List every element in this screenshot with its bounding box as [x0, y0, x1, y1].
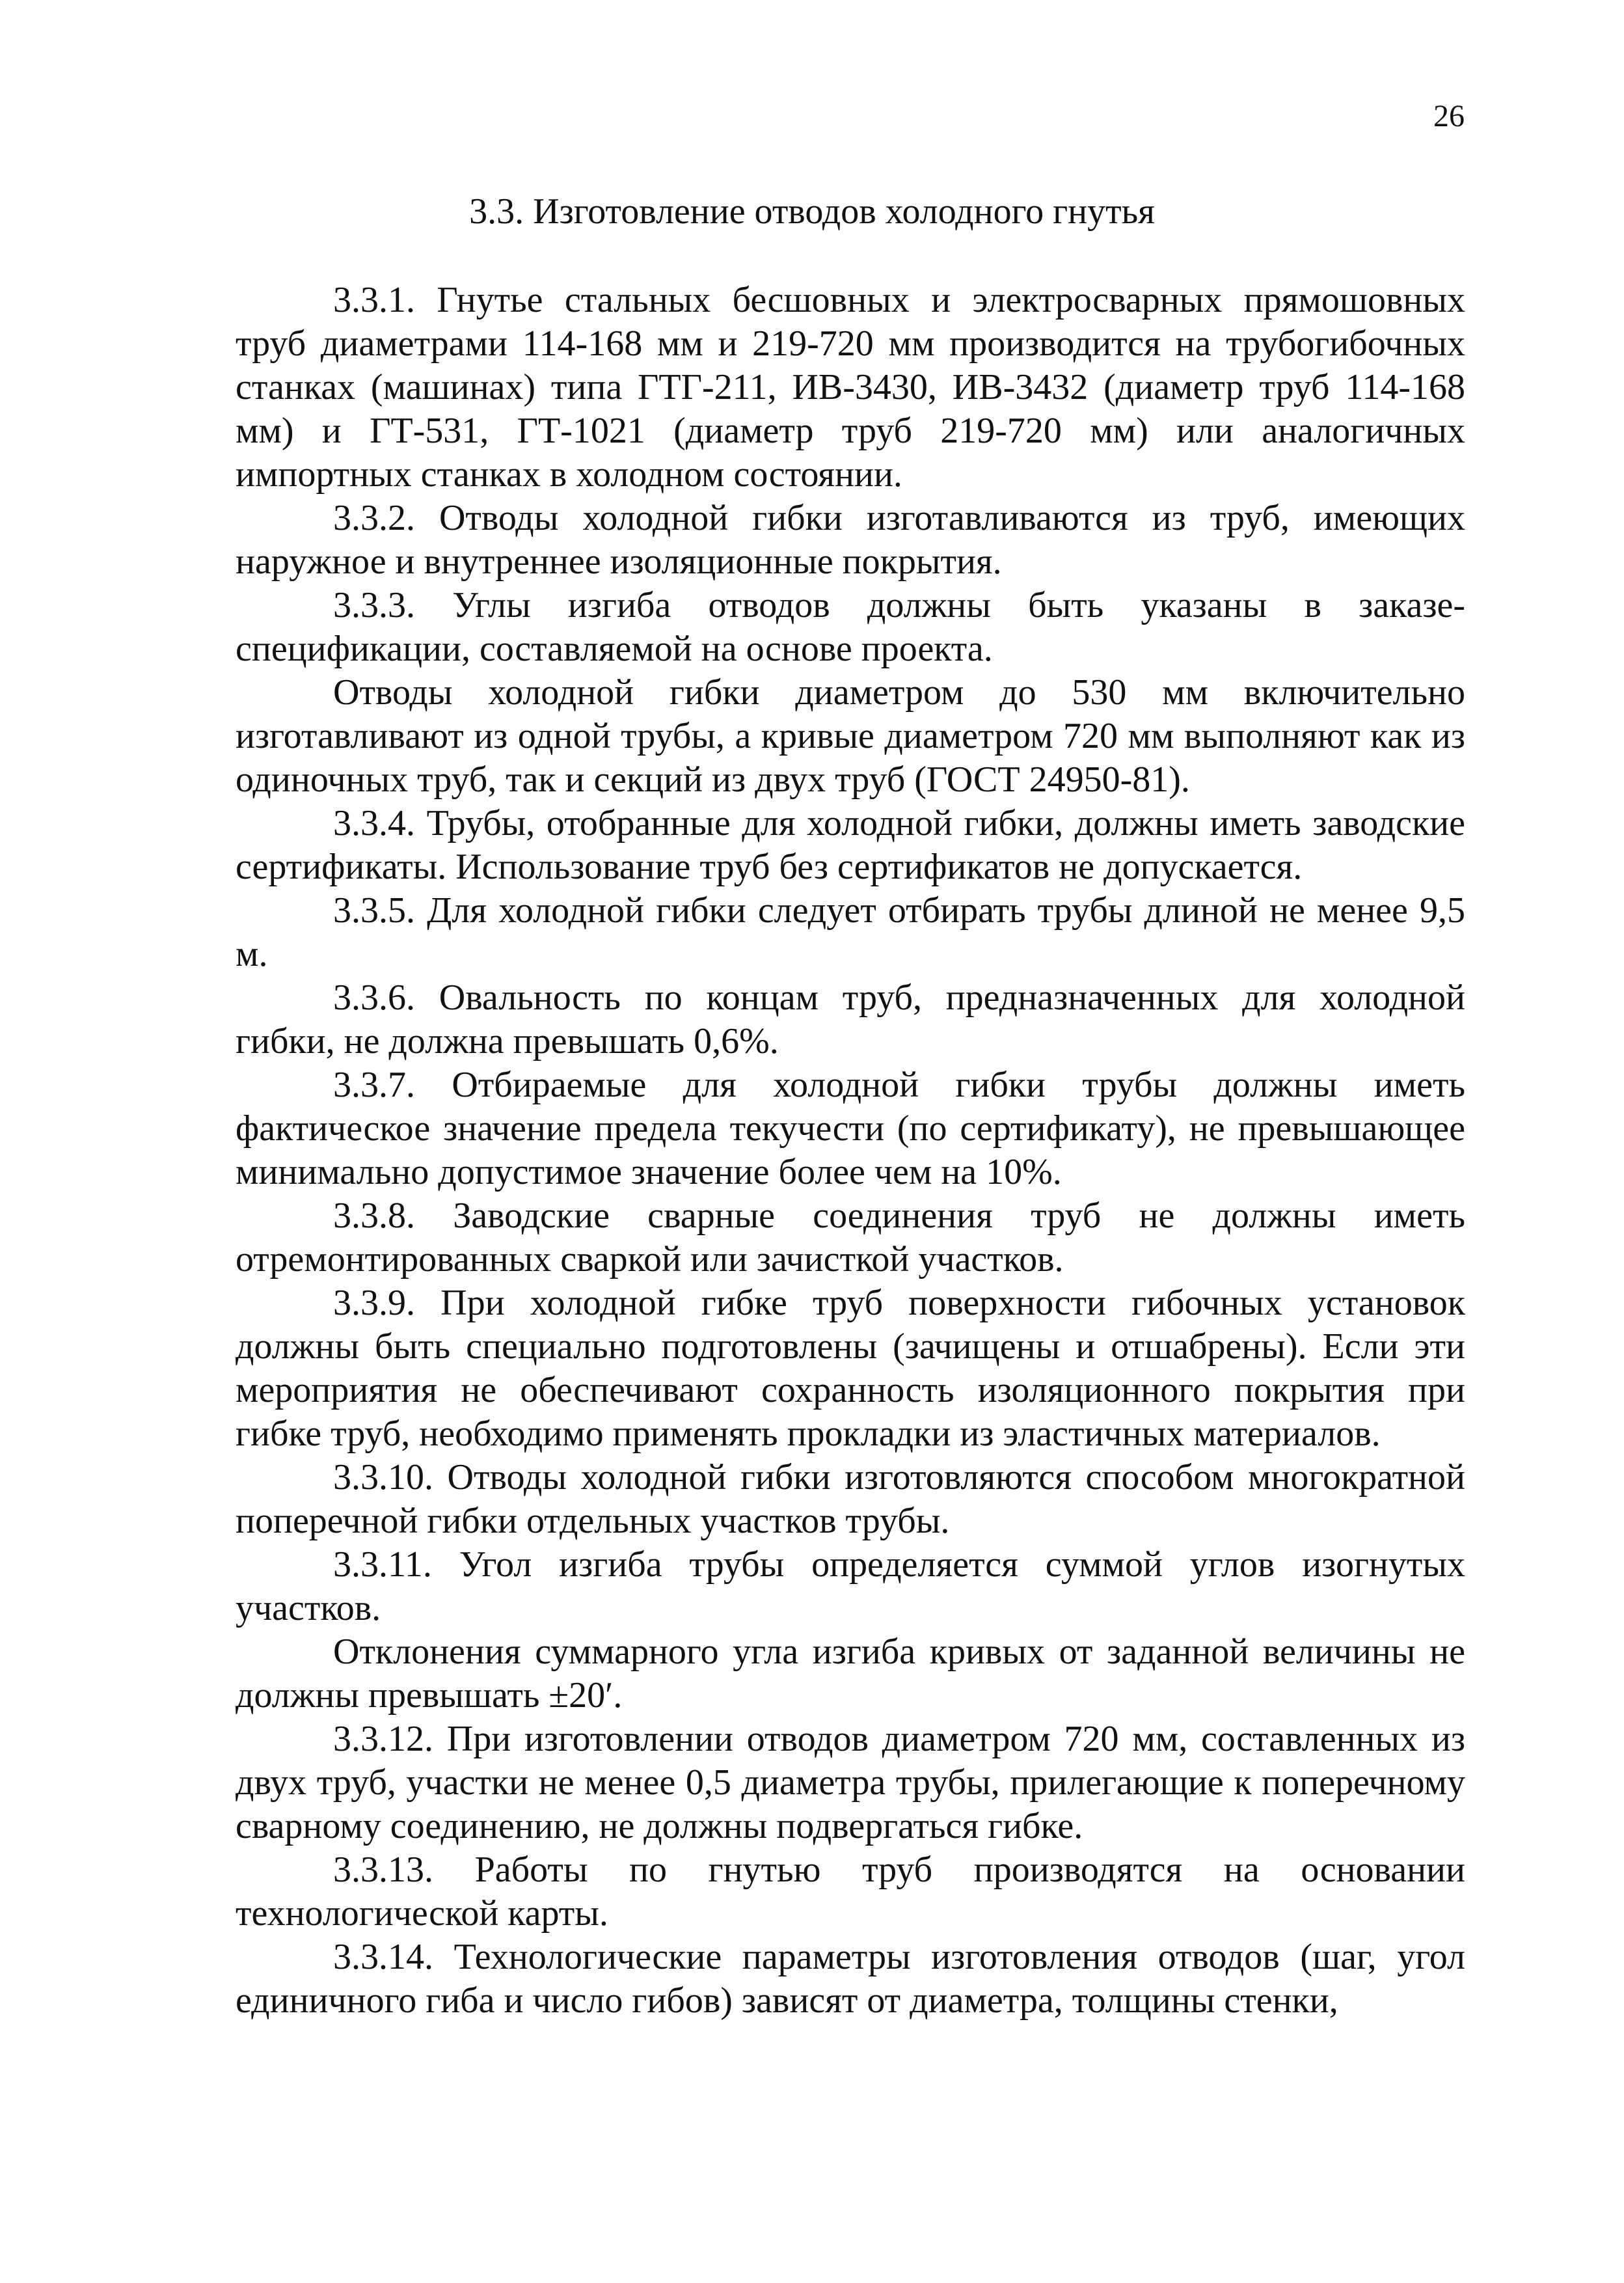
paragraph-3-3-10: 3.3.10. Отводы холодной гибки изготовляются способом многократной поперечной гибки отдельных участков трубы. — [236, 1457, 1465, 1541]
paragraph-3-3-11: 3.3.11. Угол изгиба трубы определяется суммой углов изогнутых участков. — [236, 1544, 1465, 1628]
paragraph-3-3-5: 3.3.5. Для холодной гибки следует отбирать трубы длиной не менее 9,5 м. — [236, 890, 1465, 974]
paragraph-3-3-1: 3.3.1. Гнутье стальных бесшовных и электросварных прямошовных труб диаметрами 114-168 мм и 219-720 мм производится на трубогибочных станках (машинах) типа ГТГ-211, ИВ-3430, ИВ-3432 (диаметр труб 114-168 мм) и ГТ-531, ГТ-1021 (диаметр труб 219-720 мм) или аналогичных импортных станках в холодном состоянии. — [236, 280, 1465, 495]
paragraph-3-3-12: 3.3.12. При изготовлении отводов диаметром 720 мм, составленных из двух труб, участки не менее 0,5 диаметра трубы, прилегающие к поперечному сварному соединению, не должны подвергаться гибке. — [236, 1719, 1465, 1846]
document-body — [236, 279, 1465, 2023]
paragraph-3-3-3: 3.3.3. Углы изгиба отводов должны быть указаны в заказе-спецификации, составляемой на основе проекта. — [236, 585, 1465, 669]
paragraph-3-3-6: 3.3.6. Овальность по концам труб, предназначенных для холодной гибки, не должна превышать 0,6%. — [236, 977, 1465, 1061]
section-title: 3.3. Изготовление отводов холодного гнутья — [469, 191, 1155, 232]
paragraph-3-3-13: 3.3.13. Работы по гнутью труб производятся на основании технологической карты. — [236, 1850, 1465, 1934]
page-number: 26 — [1433, 99, 1465, 133]
paragraph-3-3-3-note: Отводы холодной гибки диаметром до 530 мм включительно изготавливают из одной трубы, а кривые диаметром 720 мм выполняют как из одиночных труб, так и секций из двух труб (ГОСТ 24950-81). — [236, 672, 1465, 800]
paragraph-3-3-7: 3.3.7. Отбираемые для холодной гибки трубы должны иметь фактическое значение предела текучести (по сертификату), не превышающее минимально допустимое значение более чем на 10%. — [236, 1065, 1465, 1192]
paragraph-3-3-4: 3.3.4. Трубы, отобранные для холодной гибки, должны иметь заводские сертификаты. Использование труб без сертификатов не допускается. — [236, 803, 1465, 887]
paragraph-3-3-14: 3.3.14. Технологические параметры изготовления отводов (шаг, угол единичного гиба и число гибов) зависят от диаметра, толщины стенки, — [236, 1937, 1465, 2021]
paragraph-3-3-8: 3.3.8. Заводские сварные соединения труб не должны иметь отремонтированных сваркой или зачисткой участков. — [236, 1196, 1465, 1279]
paragraph-3-3-11-note: Отклонения суммарного угла изгиба кривых от заданной величины не должны превышать ±20′. — [236, 1632, 1465, 1716]
paragraph-3-3-9: 3.3.9. При холодной гибке труб поверхности гибочных установок должны быть специально подготовлены (зачищены и отшабрены). Если эти мероприятия не обеспечивают сохранность изоляционного покрытия при гибке труб, необходимо применять прокладки из эластичных материалов. — [236, 1283, 1465, 1454]
paragraph-3-3-2: 3.3.2. Отводы холодной гибки изготавливаются из труб, имеющих наружное и внутреннее изоляционные покрытия. — [236, 498, 1465, 582]
